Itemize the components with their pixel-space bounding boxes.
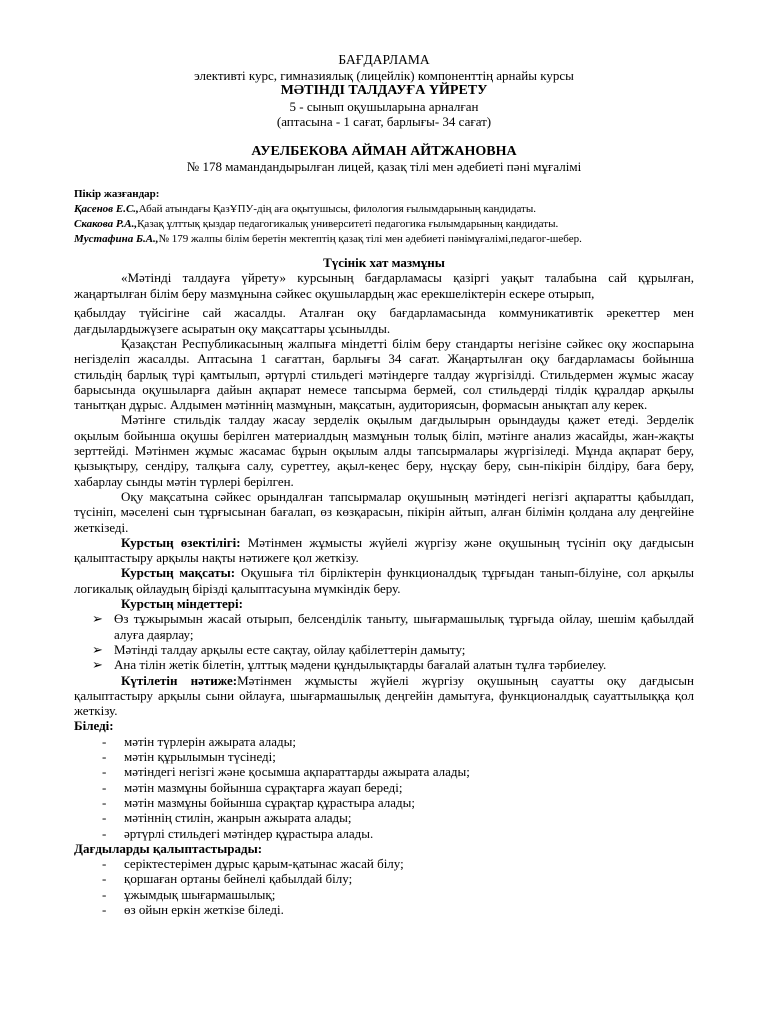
skills-label: Дағдыларды қалыптастырады: xyxy=(74,840,263,856)
task-text: Өз тұжырымын жасай отырып, белсенділік таныту, шығармашылық тұрғыда ойлау, шешім қабылдай алуға даярлау; xyxy=(114,611,694,642)
arrow-bullet-icon: ➢ xyxy=(92,657,103,673)
grade-line: 5 - сынып оқушыларына арналған xyxy=(289,98,479,114)
reviewer-line xyxy=(74,217,694,232)
task-text: Мәтінді талдау арқылы есте сақтау, ойлау қабілеттерін дамыту; xyxy=(114,641,466,657)
list-item xyxy=(102,825,694,841)
knows-label: Біледі: xyxy=(74,718,114,734)
paragraph-goal-tasks: Оқу мақсатына сәйкес орындалған тапсырмалар оқушының мәтіндегі негізгі ақпаратты қабылдап, түсініп, мәселені сын тұрғысынан бағалап, өз көзқарасын, пікірін айтып, алған білімін қолдана алу деңгейіне жеткізеді. xyxy=(74,488,694,535)
dash-bullet-icon: - xyxy=(102,856,107,872)
reviewer-desc: № 179 жалпы білім беретін мектептің қазақ тілі мен әдебиеті пәнімұғалімі,педагог-шебер. xyxy=(158,232,582,245)
reviewer-name: Мустафина Б.А., xyxy=(74,232,159,245)
list-item-text: өз ойын еркін жеткізе біледі. xyxy=(124,901,284,917)
task-text: Ана тілін жетік білетін, ұлттық мәдени құндылықтарды бағалай алатын тұлға тәрбиелеу. xyxy=(114,657,607,673)
list-item-text: мәтін түрлерін ажырата алады; xyxy=(124,733,296,749)
list-item-text: мәтін құрылымын түсінеді; xyxy=(124,749,276,765)
paragraph-reading: Мәтінге стильдік талдау жасау зерделік оқылым дағдылырын орындауды қажет етеді. Зерделік оқылым бойынша оқушы берілген материалдың мазмұнын толық біліп, мәтінге анализ жасайды, жан-жақты зерттейді. Мәтінмен жұмыс жасамас бұрын оқылым алды тапсырмалары жүргізіледі. Мұнда ақпарат беру, қызықтыру, сендіру, талқыға салу, суреттеу, ақыл-кеңес беру, нұсқау беру, сын-пікірін білдіру, баға беру, хабарлау сынды мәтін түрлері берілген. xyxy=(74,412,694,489)
course-name: МӘТІНДІ ТАЛДАУҒА ҮЙРЕТУ xyxy=(280,83,488,98)
list-item xyxy=(102,749,694,765)
dash-bullet-icon: - xyxy=(102,871,107,887)
list-item xyxy=(102,733,694,749)
list-item xyxy=(92,657,694,673)
goal-paragraph xyxy=(74,565,694,596)
result-text: Мәтінмен жұмысты жүйелі жүргізу оқушының сауатты оқу дағдысын қалыптастыру арқылы сыни ойлауға, шығармашылық деңгейін дамытуға, функционалдық сауаттылыққа қол жеткізу. xyxy=(74,672,694,719)
list-item-text: серіктестерімен дұрыс қарым-қатынас жасай білу; xyxy=(124,856,404,872)
reviewer-desc: Қазақ ұлттық қыздар педагогикалық университеті педагогика ғылымдарының кандидаты. xyxy=(137,217,559,230)
dash-bullet-icon: - xyxy=(102,825,107,841)
dash-bullet-icon: - xyxy=(102,749,107,765)
reviewer-line xyxy=(74,202,694,217)
list-item xyxy=(92,641,694,657)
list-item-text: мәтіннің стилін, жанрын ажырата алады; xyxy=(124,810,352,826)
dash-bullet-icon: - xyxy=(102,764,107,780)
list-item-text: мәтін мазмұны бойынша сұрақтарға жауап береді; xyxy=(124,779,403,795)
list-item xyxy=(102,779,694,795)
list-item-text: мәтіндегі негізгі және қосымша ақпараттарды ажырата алады; xyxy=(124,764,470,780)
goal-label: Курстың мақсаты: xyxy=(121,565,236,581)
result-paragraph xyxy=(74,673,694,719)
reviewers-block xyxy=(74,187,694,247)
section-title: Түсінік хат мазмұны xyxy=(323,254,445,270)
tasks-list xyxy=(74,611,694,672)
arrow-bullet-icon: ➢ xyxy=(92,641,103,657)
reviewer-name: Скакова Р.А., xyxy=(74,217,138,230)
list-item xyxy=(102,856,694,872)
relevance-label: Курстың өзектілігі: xyxy=(121,534,241,550)
document-subtitle: элективті курс, гимназиялық (лицейлік) компоненттің арнайы курсы xyxy=(194,67,574,83)
list-item-text: ұжымдық шығармашылық; xyxy=(124,886,276,902)
list-item-text: қоршаған ортаны бейнелі қабылдай білу; xyxy=(124,871,353,887)
dash-bullet-icon: - xyxy=(102,901,107,917)
author-position: № 178 мамандандырылған лицей, қазақ тілі мен әдебиеті пәні мұғалімі xyxy=(186,159,582,174)
dash-bullet-icon: - xyxy=(102,779,107,795)
reviewer-desc: Абай атындағы ҚазҰПУ-дің аға оқытушысы, филология ғылымдарының кандидаты. xyxy=(138,202,537,215)
relevance-text: Мәтінмен жұмысты жүйелі жүргізу және оқушының түсініп оқу дағдысын қалыптастыру арқылы нақты нәтижеге қол жеткізу. xyxy=(74,534,694,566)
list-item xyxy=(102,810,694,826)
list-item xyxy=(92,611,694,642)
goal-text: Оқушыға тіл бірліктерін функционалдық тұрғыдан танып-білуіне, сол арқылы логикалық ойлаудың бірізді қалыптасуына мүмкіндік беру. xyxy=(74,565,694,596)
list-item xyxy=(102,901,694,917)
reviewers-label: Пікір жазғандар: xyxy=(74,187,160,200)
list-item xyxy=(102,794,694,810)
relevance-paragraph xyxy=(74,535,694,566)
dash-bullet-icon: - xyxy=(102,733,107,749)
author-name: АУЕЛБЕКОВА АЙМАН АЙТЖАНОВНА xyxy=(251,143,517,159)
paragraph-intro-a: «Мәтінді талдауға үйрету» курсының бағдарламасы қазіргі уақыт талабына сай құрылған, жаңартылған білім беру мазмұнына сәйкес оқушылардың жас ерекшеліктерін ескере отырып, xyxy=(74,270,694,301)
list-item xyxy=(102,886,694,902)
list-item-text: әртүрлі стильдегі мәтіндер құрастыра алады. xyxy=(124,825,374,841)
knows-list xyxy=(74,734,694,841)
paragraph-intro-b: қабылдау түйсігіне сай жасалды. Аталған оқу бағдарламасында коммуникативтік әрекеттер мен дағдылардыжүзеге асыратын оқу мақсаттары ұсынылды. xyxy=(74,305,694,336)
result-label: Күтілетін нәтиже: xyxy=(121,672,238,688)
dash-bullet-icon: - xyxy=(102,794,107,810)
list-item-text: мәтін мазмұны бойынша сұрақтар құрастыра алады; xyxy=(124,794,415,810)
document-title: БАҒДАРЛАМА xyxy=(338,52,430,67)
reviewer-name: Қасенов Е.С., xyxy=(74,202,139,215)
arrow-bullet-icon: ➢ xyxy=(92,611,103,627)
list-item xyxy=(102,764,694,780)
skills-list xyxy=(74,856,694,917)
hours-line: (аптасына - 1 сағат, барлығы- 34 сағат) xyxy=(276,114,492,129)
paragraph-standard: Қазақстан Республикасының жалпыға міндетті білім беру стандарты негізіне сәйкес оқу жоспарына негізделіп жасалды. Аптасына 1 сағаттан, барлығы 34 сағат. Жаңартылған оқу бағдарламасы бойынша стильдің барлық түрі қамтылып, әртүрлі стильдегі мәтіндерге талдау жүргізілді. Стильдермен жұмыс жасау барысында оқушыларға дайын ақпарат немесе тапсырма бермей, сол стильдерді тілдік құралдар арқылы танытқан дұрыс. Алдымен мәтіннің мазмұнын, мақсатын, аудиториясын, формасын анықтап алу керек. xyxy=(74,336,694,413)
dash-bullet-icon: - xyxy=(102,886,107,902)
reviewer-line xyxy=(74,232,694,247)
dash-bullet-icon: - xyxy=(102,810,107,826)
tasks-label: Курстың міндеттері: xyxy=(121,596,243,612)
list-item xyxy=(102,871,694,887)
